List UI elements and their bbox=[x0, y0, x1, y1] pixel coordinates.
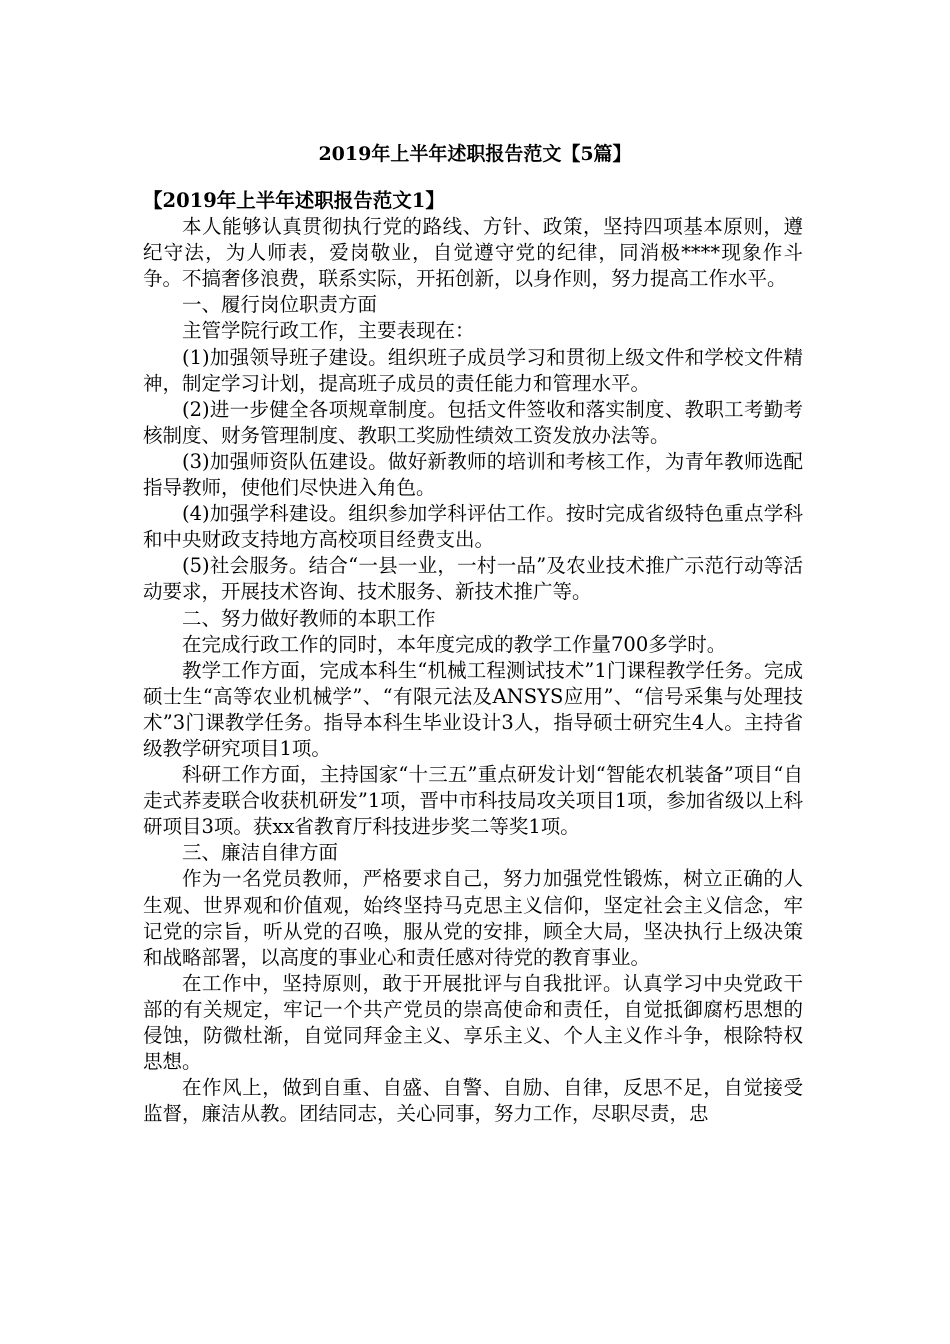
paragraph-party: 作为一名党员教师，严格要求自己，努力加强党性锻炼，树立正确的人生观、世界观和价值观，始终坚持马克思主义信仰，坚定社会主义信念，牢记党的宗旨，听从党的召唤，服从党的安排，顾全大局，坚决执行上级决策和战略部署，以高度的事业心和责任感对待党的教育事业。 bbox=[143, 867, 803, 969]
paragraph-item-4: (4)加强学科建设。组织参加学科评估工作。按时完成省级特色重点学科和中央财政支持地方高校项目经费支出。 bbox=[143, 502, 803, 552]
heading-integrity: 三、廉洁自律方面 bbox=[182, 841, 339, 865]
paragraph-workload: 在完成行政工作的同时，本年度完成的教学工作量700多学时。 bbox=[182, 632, 727, 656]
paragraph-item-3: (3)加强师资队伍建设。做好新教师的培训和考核工作，为青年教师选配指导教师，使他们尽快进入角色。 bbox=[143, 449, 803, 500]
paragraph-item-5: (5)社会服务。结合“一县一业，一村一品”及农业技术推广示范行动等活动要求，开展技术咨询、技术服务、新技术推广等。 bbox=[143, 554, 803, 604]
paragraph-style: 在作风上，做到自重、自盛、自警、自励、自律，反思不足，自觉接受监督，廉洁从教。团结同志，关心同事，努力工作，尽职尽责，忠 bbox=[143, 1076, 803, 1126]
paragraph-teaching: 教学工作方面，完成本科生“机械工程测试技术”1门课程教学任务。完成硕士生“高等农业机械学”、“有限元法及ANSYS应用”、“信号采集与处理技术”3门课教学任务。指导本科生毕业设计3人，指导硕士研究生4人。主持省级教学研究项目1项。 bbox=[143, 658, 803, 760]
heading-teaching: 二、努力做好教师的本职工作 bbox=[182, 606, 436, 630]
paragraph-item-2: (2)进一步健全各项规章制度。包括文件签收和落实制度、教职工考勤考核制度、财务管理制度、教职工奖励性绩效工资发放办法等。 bbox=[143, 397, 803, 447]
section-heading: 【2019年上半年述职报告范文1】 bbox=[143, 189, 445, 212]
paragraph-item-1: (1)加强领导班子建设。组织班子成员学习和贯彻上级文件和学校文件精神，制定学习计划，提高班子成员的责任能力和管理水平。 bbox=[143, 345, 803, 395]
heading-duties: 一、履行岗位职责方面 bbox=[182, 293, 378, 317]
document-body bbox=[143, 188, 803, 1127]
paragraph-principles: 在工作中，坚持原则，敢于开展批评与自我批评。认真学习中央党政干部的有关规定，牢记一个共产党员的崇高使命和责任，自觉抵御腐朽思想的侵蚀，防微杜渐，自觉同拜金主义、享乐主义、个人主义作斗争，根除特权思想。 bbox=[143, 971, 803, 1074]
document-title: 2019年上半年述职报告范文【5篇】 bbox=[318, 143, 632, 165]
paragraph-admin: 主管学院行政工作，主要表现在： bbox=[182, 319, 475, 343]
paragraph-research: 科研工作方面，主持国家“十三五”重点研发计划“智能农机装备”项目“自走式荞麦联合收获机研发”1项，晋中市科技局攻关项目1项，参加省级以上科研项目3项。获xx省教育厅科技进步奖二等奖1项。 bbox=[143, 763, 803, 839]
paragraph-intro: 本人能够认真贯彻执行党的路线、方针、政策，坚持四项基本原则，遵纪守法，为人师表，爱岗敬业，自觉遵守党的纪律，同消极****现象作斗争。不搞奢侈浪费，联系实际，开拓创新，以身作则，努力提高工作水平。 bbox=[143, 215, 803, 291]
